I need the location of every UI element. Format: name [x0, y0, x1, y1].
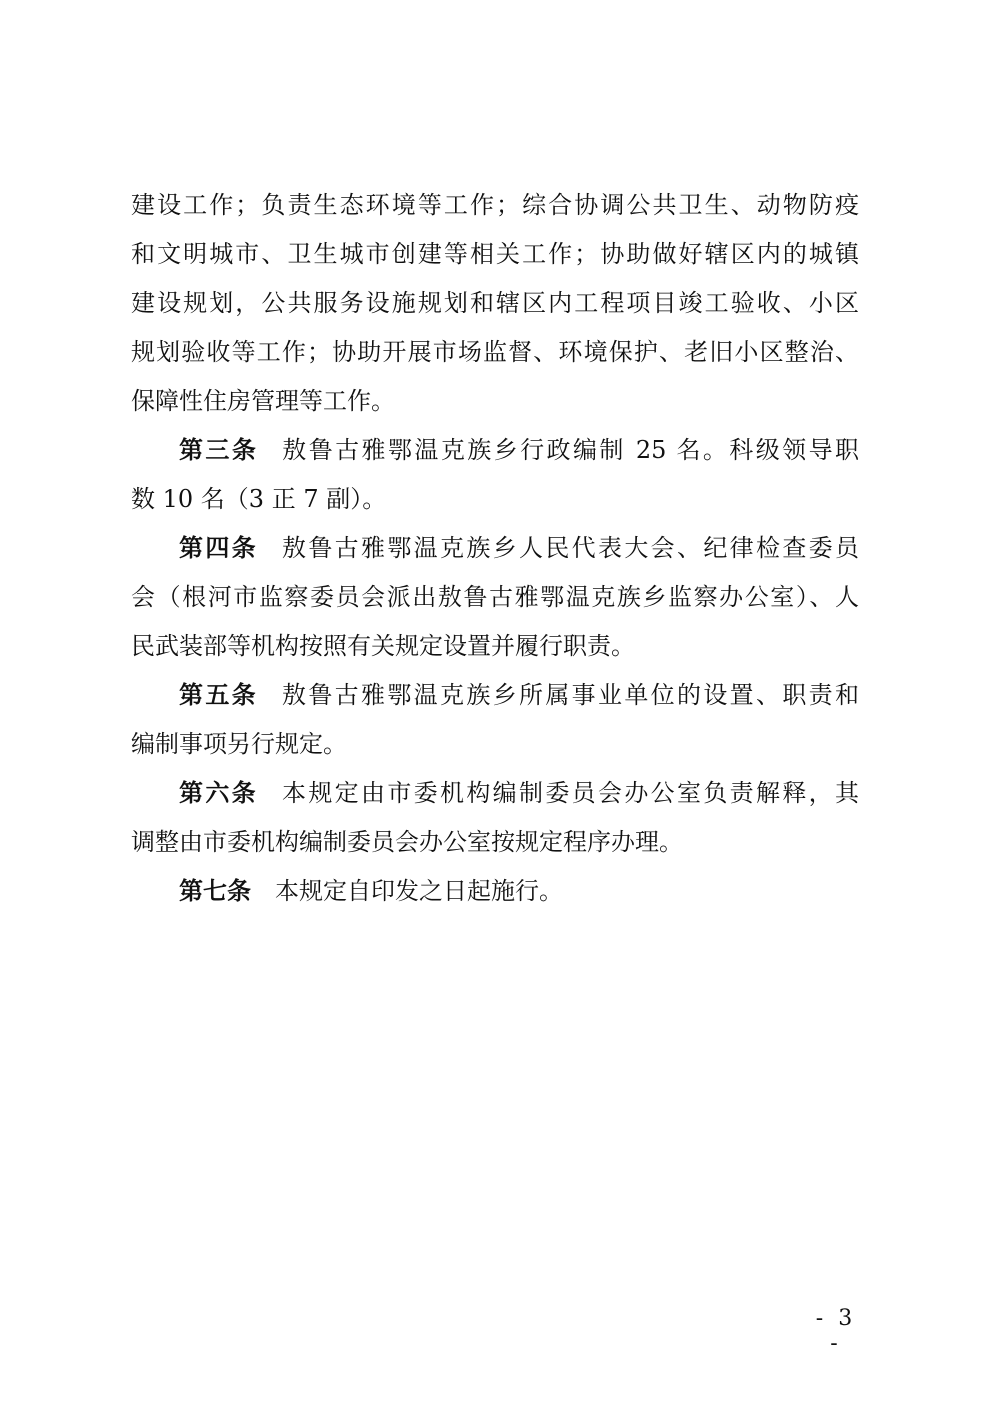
article-5 [131, 671, 859, 769]
text-line: 编制事项另行规定。 [131, 730, 347, 758]
article-title: 第五条 [179, 681, 258, 709]
article-text: 敖鲁古雅鄂温克族乡所属事业单位的设置、职责和 [282, 681, 859, 709]
text-line: 调整由市委机构编制委员会办公室按规定程序办理。 [131, 828, 683, 856]
text-line: 建设规划，公共服务设施规划和辖区内工程项目竣工验收、小区 [131, 289, 859, 317]
article-title: 第七条 [179, 877, 251, 905]
text-line: 民武装部等机构按照有关规定设置并履行职责。 [131, 632, 635, 660]
document-body [131, 181, 859, 916]
article-title: 第四条 [179, 534, 258, 562]
text-line: 规划验收等工作；协助开展市场监督、环境保护、老旧小区整治、 [131, 338, 859, 366]
article-4 [131, 524, 859, 671]
text-line [131, 524, 859, 573]
article-title: 第三条 [179, 436, 259, 464]
article-text: 敖鲁古雅鄂温克族乡行政编制 25 名。科级领导职 [282, 436, 860, 464]
text-line [131, 426, 859, 475]
intro-paragraph [131, 181, 859, 426]
article-6 [131, 769, 859, 867]
article-text: 敖鲁古雅鄂温克族乡人民代表大会、纪律检查委员 [282, 534, 859, 562]
text-line [131, 671, 859, 720]
article-text: 本规定自印发之日起施行。 [275, 877, 563, 905]
article-title: 第六条 [179, 779, 258, 807]
text-line: 和文明城市、卫生城市创建等相关工作；协助做好辖区内的城镇 [131, 240, 859, 268]
page-number: - 3 - [815, 1306, 857, 1356]
text-line [131, 769, 859, 818]
text-line: 会（根河市监察委员会派出敖鲁古雅鄂温克族乡监察办公室）、人 [131, 583, 859, 611]
text-line: 数 10 名（3 正 7 副）。 [131, 485, 387, 513]
article-7 [131, 867, 859, 916]
article-3 [131, 426, 859, 524]
text-line: 建设工作；负责生态环境等工作；综合协调公共卫生、动物防疫 [131, 191, 859, 219]
text-line [131, 867, 859, 916]
text-line: 保障性住房管理等工作。 [131, 387, 395, 415]
article-text: 本规定由市委机构编制委员会办公室负责解释，其 [282, 779, 859, 807]
